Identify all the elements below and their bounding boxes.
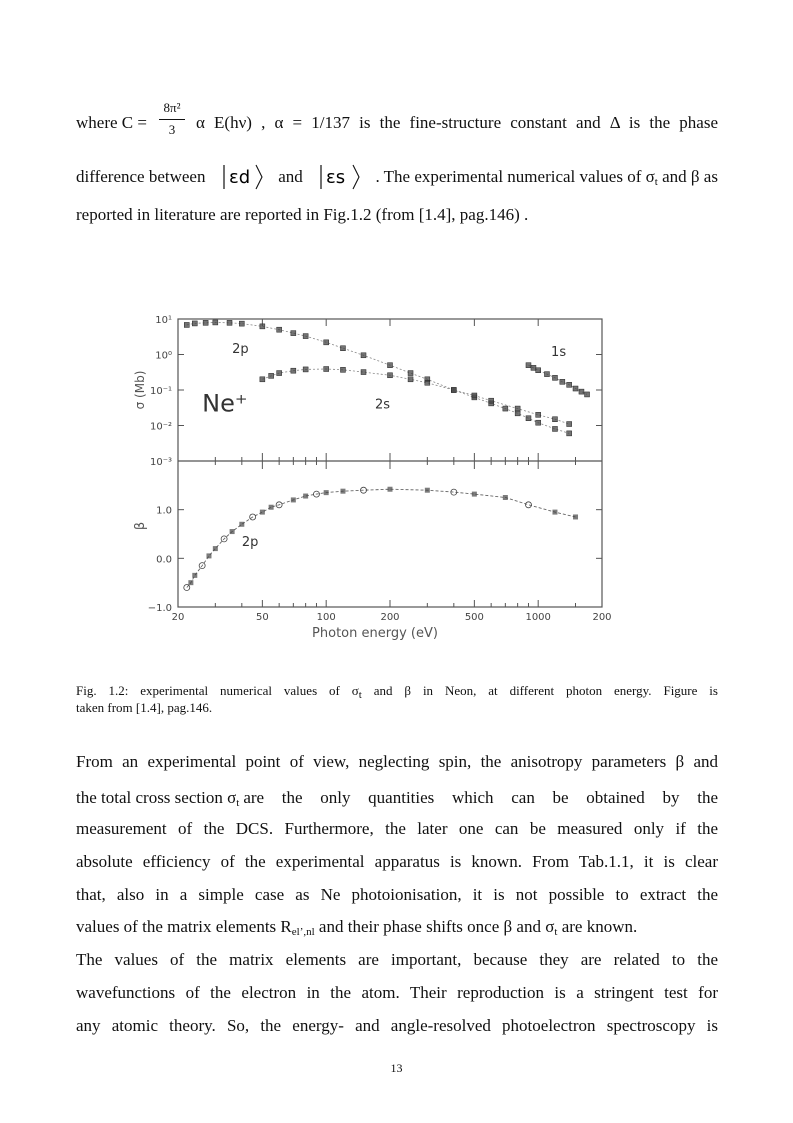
beta-point-2p: [239, 522, 244, 527]
beta-point-2p: [184, 585, 190, 591]
para-l6b: and their phase shifts once β and σ: [314, 917, 555, 936]
para-l6c: are known.: [557, 917, 638, 936]
top-annotation: 1s: [551, 345, 567, 361]
beta-point-2p: [269, 505, 274, 510]
data-point-2p: [408, 371, 413, 376]
data-point-1s: [585, 392, 590, 397]
data-point-2s: [291, 368, 296, 373]
para-l2-head: [76, 788, 239, 808]
para-l2a: the total cross section σ: [76, 788, 237, 807]
data-point-2p: [192, 321, 197, 326]
para-line-9: any atomic theory. So, the energy- and angle-resolved photoelectron spectroscopy is: [76, 1016, 718, 1035]
bottom-y-tick-label: 1.0: [156, 505, 172, 517]
text-line-2: [76, 164, 718, 190]
data-point-2p: [503, 406, 508, 411]
fraction-numerator: 8π²: [163, 100, 181, 115]
beta-point-2p: [192, 573, 197, 578]
figure-labels: [133, 315, 612, 641]
para-line-3: measurement of the DCS. Furthermore, the later one can be measured only if the: [76, 819, 718, 838]
caption-sub-t: t: [358, 689, 362, 701]
data-point-2s: [408, 377, 413, 382]
data-point-2s: [552, 417, 557, 422]
para-l2-sub: t: [236, 797, 240, 809]
fraction-bar: [159, 119, 185, 120]
beta-point-2p: [324, 490, 329, 495]
para-line-5: that, also in a simple case as Ne photoionisation, it is not possible to extract the: [76, 885, 718, 904]
ket-ed-bracket-icon: [222, 164, 264, 190]
top-y-tick-label: 10⁻³: [149, 457, 172, 468]
data-point-2s: [269, 373, 274, 378]
where-c-text: where C =: [76, 113, 147, 132]
beta-point-2p: [340, 489, 345, 494]
data-point-2p: [303, 334, 308, 339]
ket-ed: [216, 164, 268, 190]
data-point-2p: [567, 431, 572, 436]
data-point-1s: [526, 363, 531, 368]
page-number: 13: [390, 1061, 403, 1075]
line2-c: and β as: [657, 167, 718, 186]
beta-point-2p: [230, 529, 235, 534]
x-tick-label: 200: [380, 612, 400, 623]
ket-ed-label: εd: [228, 167, 250, 188]
data-point-2s: [361, 370, 366, 375]
para-l2b: are the only quantities which can be obtained by the: [243, 788, 718, 807]
data-point-2s: [303, 367, 308, 372]
data-point-2s: [277, 371, 282, 376]
data-point-2p: [213, 320, 218, 325]
beta-point-2p: [188, 580, 193, 585]
beta-point-2p: [573, 514, 578, 519]
top-panel-marks: [184, 320, 589, 436]
para-line-6: [76, 917, 718, 937]
x-tick-label: 100: [316, 612, 336, 623]
caption-line-1: [76, 682, 718, 699]
line2-and: and: [278, 167, 303, 186]
figure-caption: [76, 682, 718, 716]
data-point-2p: [291, 331, 296, 336]
data-point-2p: [239, 321, 244, 326]
top-y-tick-label: 10⁻¹: [149, 386, 172, 397]
beta-point-2p: [525, 502, 531, 508]
data-point-2s: [425, 380, 430, 385]
beta-point-2p: [303, 494, 308, 499]
data-point-2p: [526, 416, 531, 421]
data-point-1s: [544, 372, 549, 377]
data-point-2s: [388, 373, 393, 378]
bottom-y-axis-label: β: [133, 521, 148, 531]
data-point-2p: [277, 327, 282, 332]
bottom-annotation: 2p: [241, 535, 259, 551]
line1-rest-text: α E(hν) , α = 1/137 is the fine-structure constant and Δ is the phase: [196, 113, 718, 132]
line2-b: . The experimental numerical values of σ: [375, 167, 655, 186]
caption-part2: and β in Neon, at different photon energy. Figure is: [361, 683, 718, 698]
beta-point-2p: [260, 510, 265, 515]
top-y-axis-label: σ (Mb): [133, 370, 147, 410]
beta-point-2p: [213, 546, 218, 551]
data-point-2p: [184, 322, 189, 327]
data-point-2p: [552, 426, 557, 431]
top-annotation: 2s: [375, 397, 391, 413]
data-point-2s: [515, 406, 520, 411]
fraction-denominator: 3: [168, 122, 176, 137]
top-y-tick-label: 10¹: [155, 315, 172, 326]
x-axis-label: Photon energy (eV): [312, 626, 438, 641]
para-l6a: values of the matrix elements R: [76, 917, 292, 936]
beta-point-2p: [503, 495, 508, 500]
data-point-1s: [567, 382, 572, 387]
ket-es: [313, 164, 365, 190]
data-point-1s: [560, 379, 565, 384]
data-point-2s: [260, 377, 265, 382]
data-point-1s: [552, 375, 557, 380]
ket-es-label: εs: [326, 167, 346, 188]
x-tick-label: 500: [464, 612, 484, 623]
para-line-1: From an experimental point of view, neglecting spin, the anisotropy parameters β and: [76, 752, 718, 771]
line2-sub-t: t: [654, 176, 658, 188]
beta-point-2p: [552, 510, 557, 515]
data-point-2s: [340, 367, 345, 372]
data-point-2s: [451, 388, 456, 393]
para-line-8: wavefunctions of the electron in the atom. Their reproduction is a stringent test for: [76, 983, 718, 1002]
top-y-tick-label: 10⁻²: [149, 421, 172, 433]
para-line-7: The values of the matrix elements are important, because they are related to the: [76, 950, 718, 969]
data-point-2s: [324, 367, 329, 372]
para-line-4: absolute efficiency of the experimental apparatus is known. From Tab.1.1, it is clear: [76, 852, 718, 871]
bottom-y-tick-label: 0.0: [156, 554, 172, 566]
data-point-2p: [340, 346, 345, 351]
data-point-2p: [324, 340, 329, 345]
text-line-3: reported in literature are reported in Fig.1.2 (from [1.4], pag.146) .: [76, 205, 529, 224]
top-y-tick-label: 10⁰: [155, 350, 172, 362]
x-tick-label: 1000: [525, 612, 551, 623]
beta-point-2p: [472, 492, 477, 497]
top-annotation: 2p: [232, 342, 249, 358]
ket-es-bracket-icon: [319, 164, 361, 190]
data-point-2s: [472, 393, 477, 398]
x-tick-label: 20: [171, 612, 185, 623]
para-line-2: [76, 788, 718, 808]
data-point-1s: [536, 368, 541, 373]
top-annotation: Ne⁺: [202, 389, 248, 418]
top-panel-frame: [178, 319, 602, 607]
beta-point-2p: [425, 488, 430, 493]
fraction-8pi2-over-3: [157, 100, 187, 138]
caption-part1: Fig. 1.2: experimental numerical values of σ: [76, 683, 359, 698]
data-point-2p: [203, 320, 208, 325]
figure-1-2: [130, 305, 620, 645]
data-point-2p: [515, 411, 520, 416]
text-line-1-rest: [196, 113, 718, 133]
data-point-1s: [579, 389, 584, 394]
data-point-2p: [361, 353, 366, 358]
data-point-2s: [489, 398, 494, 403]
beta-point-2p: [206, 553, 211, 558]
para-l6-sub2: t: [554, 926, 558, 938]
neon-cross-section-figure: [130, 305, 620, 645]
beta-point-2p: [291, 497, 296, 502]
data-point-2p: [536, 420, 541, 425]
caption-line-2: taken from [1.4], pag.146.: [76, 700, 213, 715]
data-point-2s: [536, 412, 541, 417]
bottom-y-tick-label: −1.0: [147, 603, 172, 614]
para-l6-sub: el’,nl: [291, 926, 315, 938]
data-point-2s: [567, 422, 572, 427]
line2-b-wrap: [375, 167, 718, 187]
data-point-2p: [227, 320, 232, 325]
data-point-1s: [573, 386, 578, 391]
data-point-2p: [388, 363, 393, 368]
data-point-2p: [260, 324, 265, 329]
x-tick-label: 50: [255, 612, 269, 623]
beta-point-2p: [388, 487, 393, 492]
data-point-1s: [531, 365, 536, 370]
x-tick-label: 200: [592, 612, 612, 623]
line2-a: difference between: [76, 167, 206, 186]
